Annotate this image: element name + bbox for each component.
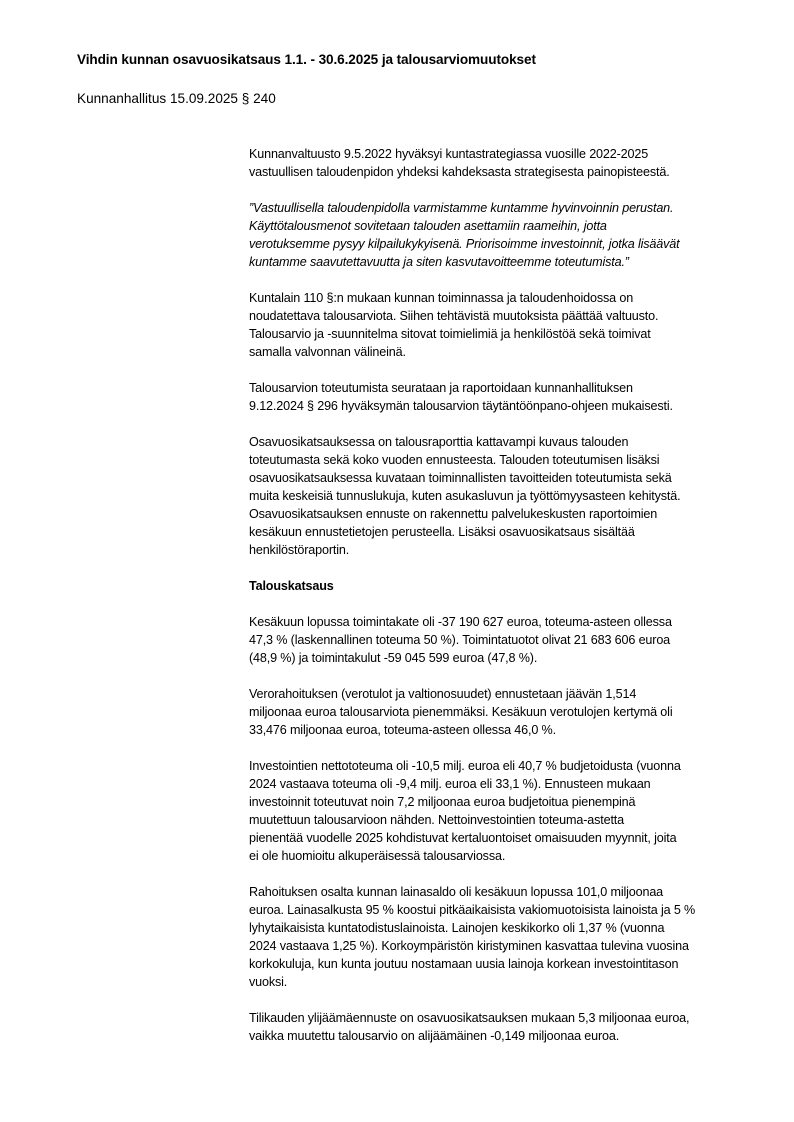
paragraph-strategy-quote [249,199,749,271]
text-line: vastuullisen taloudenpidon yhdeksi kahdeksasta strategisesta painopisteestä. [249,165,670,179]
text-line: 9.12.2024 § 296 hyväksymän talousarvion täytäntöönpano-ohjeen mukaisesti. [249,399,673,413]
text-line: miljoonaa euroa talousarviota pienemmäksi. Kesäkuun verotulojen kertymä oli [249,705,673,719]
text-line: 33,476 miljoonaa euroa, toteuma-asteen ollessa 46,0 %. [249,723,556,737]
section-heading: Talouskatsaus [249,579,334,593]
text-line: Investointien nettototeuma oli -10,5 milj. euroa eli 40,7 % budjetoidusta (vuonna [249,759,681,773]
text-line: korkokuluja, kun kunta joutuu nostamaan uusia lainoja korkean investointitason [249,957,679,971]
text-line: Verorahoituksen (verotulot ja valtionosuudet) ennustetaan jäävän 1,514 [249,687,637,701]
text-line: Osavuosikatsauksessa on talousraporttia kattavampi kuvaus talouden [249,435,629,449]
text-line: kesäkuun ennustetietojen perusteella. Lisäksi osavuosikatsaus sisältää [249,525,635,539]
paragraph-strategy [249,145,749,181]
text-line: samalla valvonnan välineinä. [249,345,406,359]
paragraph-budget-monitoring [249,379,749,415]
paragraph-financing-loans [249,883,749,991]
text-line: 2024 vastaava 1,25 %). Korkoympäristön kiristyminen kasvattaa tulevina vuosina [249,939,689,953]
text-line: euroa. Lainasalkusta 95 % koostui pitkäaikaisista vakiomuotoisista lainoista ja 5 % [249,903,696,917]
text-line: Kesäkuun lopussa toimintakate oli -37 190 627 euroa, toteuma-asteen ollessa [249,615,672,629]
text-line: Kuntalain 110 §:n mukaan kunnan toiminnassa ja taloudenhoidossa on [249,291,634,305]
text-line: Rahoituksen osalta kunnan lainasaldo oli kesäkuun lopussa 101,0 miljoonaa [249,885,664,899]
paragraph-operating-margin [249,613,749,667]
document-title: Vihdin kunnan osavuosikatsaus 1.1. - 30.6.2025 ja talousarviomuutokset [77,52,536,67]
paragraph-municipal-act [249,289,749,361]
paragraph-investments [249,757,749,865]
text-line: 2024 vastaava toteuma oli -9,4 milj. euroa eli 33,1 %). Ennusteen mukaan [249,777,651,791]
text-line: Osavuosikatsauksen ennuste on rakennettu palvelukeskusten raportoimien [249,507,658,521]
text-line: pienentää vuodelle 2025 kohdistuvat kertaluontoiset omaisuuden myynnit, joita [249,831,677,845]
text-line: kuntamme saavutettavuutta ja siten kasvutavoitteemme toteutumista.” [249,255,629,269]
text-line: muutettuun talousarvioon nähden. Nettoinvestointien toteuma-astetta [249,813,625,827]
text-line: (48,9 %) ja toimintakulut -59 045 599 euroa (47,8 %). [249,651,538,665]
text-line: ei ole huomioitu alkuperäisessä talousarviossa. [249,849,506,863]
text-line: Käyttötalousmenot sovitetaan talouden asettamiin raameihin, jotta [249,219,607,233]
meeting-reference: Kunnanhallitus 15.09.2025 § 240 [77,91,276,106]
text-line: vuoksi. [249,975,288,989]
text-line: verotuksemme pysyy kilpailukykyisenä. Priorisoimme investoinnit, jotka lisäävät [249,237,680,251]
text-line: vaikka muutettu talousarvio on alijäämäinen -0,149 miljoonaa euroa. [249,1029,620,1043]
paragraph-interim-report [249,433,749,559]
text-line: 47,3 % (laskennallinen toteuma 50 %). Toimintatuotot olivat 21 683 606 euroa [249,633,671,647]
document-body [249,145,749,1063]
text-line: henkilöstöraportin. [249,543,350,557]
paragraph-tax-financing [249,685,749,739]
text-line: Talousarvio ja -suunnitelma sitovat toimielimiä ja henkilöstöä sekä toimivat [249,327,651,341]
text-line: Kunnanvaltuusto 9.5.2022 hyväksyi kuntastrategiassa vuosille 2022-2025 [249,147,649,161]
text-line: toteutumasta sekä koko vuoden ennusteesta. Talouden toteutumisen lisäksi [249,453,660,467]
paragraph-surplus-forecast [249,1009,749,1045]
text-line: muita keskeisiä tunnuslukuja, kuten asukasluvun ja työttömyysasteen kehitystä. [249,489,681,503]
text-line: ”Vastuullisella taloudenpidolla varmistamme kuntamme hyvinvoinnin perustan. [249,201,674,215]
text-line: lyhytaikaisista kuntatodistuslainoista. Lainojen keskikorko oli 1,37 % (vuonna [249,921,665,935]
text-line: Tilikauden ylijäämäennuste on osavuosikatsauksen mukaan 5,3 miljoonaa euroa, [249,1011,690,1025]
text-line: Talousarvion toteutumista seurataan ja raportoidaan kunnanhallituksen [249,381,633,395]
text-line: investoinnit toteutuvat noin 7,2 miljoonaa euroa budjetoitua pienempinä [249,795,636,809]
text-line: noudatettava talousarviota. Siihen tehtävistä muutoksista päättää valtuusto. [249,309,659,323]
text-line: osavuosikatsauksessa kuvataan toiminnallisten tavoitteiden toteutumista sekä [249,471,672,485]
